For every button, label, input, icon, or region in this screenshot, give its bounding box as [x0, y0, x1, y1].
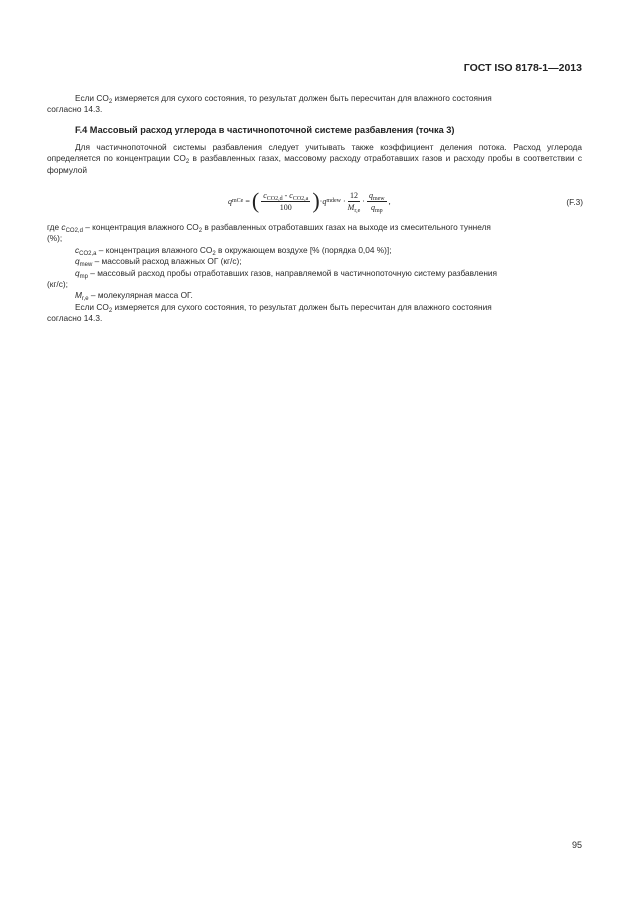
intro-paragraph: Если $CO_2$ измеряется для сухого состояния, то результат должен быть пересчитан для влажного состояния согласно 14.3. — [47, 93, 492, 115]
definition-line: $q_{mew}$ – массовый расход влажных ОГ (кг/с); — [75, 256, 242, 269]
definition-line: (%); — [47, 233, 63, 244]
page-number: 95 — [571, 840, 582, 850]
document-id-header: ГОСТ ISO 8178-1—2013 — [463, 62, 582, 74]
formula-fraction-molar: $\frac{12}{M_{r,e}}$ — [347, 190, 361, 214]
definition-line: $c_{CO2,a}$ – концентрация влажного $CO_2$ в окружающем воздухе [% (порядка 0,04 %)]; — [75, 244, 392, 257]
definition-line: $M_{r,e}$ – молекулярная масса ОГ. — [75, 290, 193, 303]
definition-line: $q_{mp}$ – массовый расход пробы отработавших газов, направляемой в частичнопоточную систему разбавления — [75, 267, 498, 280]
formula-number: (F.3) — [566, 197, 583, 207]
outro-paragraph: Если $CO_2$ измеряется для сухого состояния, то результат должен быть пересчитан для влажного состояния — [75, 301, 492, 314]
formula-fraction-flow: $\frac{q_{mew}}{q_{mp}}$ — [368, 190, 385, 214]
section-heading-f4: F.4 Массовый расход углерода в частичнопоточной системе разбавления (точка 3) — [75, 125, 455, 135]
formula-fraction-concentration: $\frac{c_{CO2,d} - c_{CO2,a}}{100}$ — [263, 190, 309, 212]
formula-f3: q mCe = ( $\frac{c_{CO2,d} - c_{CO2,a}}{100}$ ) · q mdew · $\frac{12}{M_{r,e}}$ · $\frac{q_{mew}}{q_{mp}}$ , — [228, 188, 391, 214]
definition-line: (кг/с); — [47, 279, 68, 290]
section-paragraph: Для частичнопоточной системы разбавления следует учитывать также коэффициент деления потока. Расход углерода определяется по концентрации $CO_2$ в разбавленных газах, массовому расходу отработавших газов и расходу пробы в соответствии с формулой — [47, 142, 582, 175]
variable-definitions: где $c_{CO2,d}$ – концентрация влажного $CO_2$ в разбавленных отработавших газах на выходе из смесительного туннеля (%); $c_{CO2,a}$ – концентрация влажного $CO_2$ в окружающем воздухе [% (порядка 0,04 %)]; $q_{mew}$ – массовый расход влажных ОГ (кг/с); $q_{mp}$ – массовый расход пробы отработавших газов, направляемой в частичнопоточную систему разбавления (кг/с); $M_{r,e}$ – молекулярная масса ОГ. Если $CO_2$ измеряется для сухого состояния, то результат должен быть пересчитан для влажного состояния согласно 14.3. — [47, 222, 582, 325]
definition-line: где $c_{CO2,d}$ – концентрация влажного $CO_2$ в разбавленных отработавших газах на выходе из смесительного туннеля — [47, 222, 491, 234]
